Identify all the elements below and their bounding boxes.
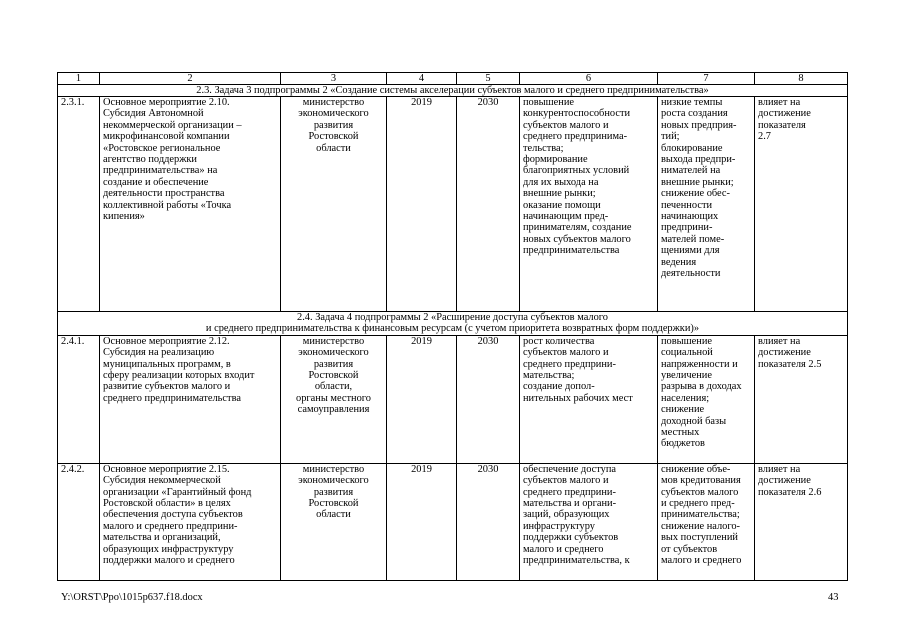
section-heading [58, 312, 848, 336]
column-number: 1 [58, 73, 100, 85]
column-number: 5 [457, 73, 520, 85]
end-year: 2030 [457, 97, 520, 312]
executor: министерство экономического развития Ростовской области [281, 97, 387, 312]
section-heading-row [58, 312, 848, 336]
page-number: 43 [828, 592, 839, 603]
table-row [58, 97, 848, 312]
end-year: 2030 [457, 335, 520, 463]
column-number: 2 [100, 73, 281, 85]
start-year: 2019 [387, 97, 457, 312]
indicator-link: влияет на достижение показателя 2.7 [755, 97, 848, 312]
measure-name: Основное мероприятие 2.12. Субсидия на реализацию муниципальных программ, в сферу реализации которых входит развитие субъектов малого и среднего предпринимательства [100, 335, 281, 463]
expected-result: обеспечение доступа субъектов малого и среднего предприни- мательства и органи- заций, образующих инфраструктуру поддержки субъектов малого и среднего предпринимательства, к [520, 463, 658, 580]
column-number: 3 [281, 73, 387, 85]
measure-name: Основное мероприятие 2.10. Субсидия Автономной некоммерческой организации – микрофинансовой компании «Ростовское региональное агентство поддержки предпринимательства» на создание и обеспечение деятельности пространства коллективной работы «Точка кипения» [100, 97, 281, 312]
expected-result: рост количества субъектов малого и среднего предприни- мательства; создание допол- нительных рабочих мест [520, 335, 658, 463]
executor: министерство экономического развития Ростовской области, органы местного самоуправления [281, 335, 387, 463]
section-heading: 2.3. Задача 3 подпрограммы 2 «Создание системы акселерации субъектов малого и среднего предпринимательства» [58, 85, 848, 97]
section-heading-line: 2.4. Задача 4 подпрограммы 2 «Расширение доступа субъектов малого [297, 312, 608, 323]
start-year: 2019 [387, 335, 457, 463]
end-year: 2030 [457, 463, 520, 580]
section-heading-row [58, 85, 848, 97]
row-number: 2.3.1. [58, 97, 100, 312]
row-number: 2.4.2. [58, 463, 100, 580]
program-table [57, 72, 848, 581]
indicator-link: влияет на достижение показателя 2.5 [755, 335, 848, 463]
indicator-link: влияет на достижение показателя 2.6 [755, 463, 848, 580]
measure-name: Основное мероприятие 2.15. Субсидия некоммерческой организации «Гарантийный фонд Ростовской области» в целях обеспечения доступа субъектов малого и среднего предприни- мательства и организаций, образующих инфраструктуру поддержки малого и среднего [100, 463, 281, 580]
section-heading-line: и среднего предпринимательства к финансовым ресурсам (с учетом приоритета возвратных форм поддержки)» [205, 323, 700, 335]
column-number: 6 [520, 73, 658, 85]
start-year: 2019 [387, 463, 457, 580]
non-implementation-consequences: снижение объе- мов кредитования субъектов малого и среднего пред- принимательства; снижение налого- вых поступлений от субъектов малого и среднего [658, 463, 755, 580]
file-path: Y:\ORST\Ppo\1015p637.f18.docx [61, 592, 203, 603]
column-number: 8 [755, 73, 848, 85]
expected-result: повышение конкурентоспособности субъектов малого и среднего предпринима- тельства; формирование благоприятных условий для их выхода на внешние рынки; оказание помощи начинающим пред- принимателям, создание новых субъектов малого предпринимательства [520, 97, 658, 312]
column-number: 7 [658, 73, 755, 85]
table-row [58, 463, 848, 580]
row-number: 2.4.1. [58, 335, 100, 463]
non-implementation-consequences: низкие темпы роста создания новых предприя- тий; блокирование выхода предпри- нимателей на внешние рынки; снижение обес- печенности начинающих предприни- мателей поме- щениями для ведения деятельности [658, 97, 755, 312]
table-row [58, 335, 848, 463]
non-implementation-consequences: повышение социальной напряженности и увеличение разрыва в доходах населения; снижение доходной базы местных бюджетов [658, 335, 755, 463]
column-number: 4 [387, 73, 457, 85]
column-number-row [58, 73, 848, 85]
executor: министерство экономического развития Ростовской области [281, 463, 387, 580]
